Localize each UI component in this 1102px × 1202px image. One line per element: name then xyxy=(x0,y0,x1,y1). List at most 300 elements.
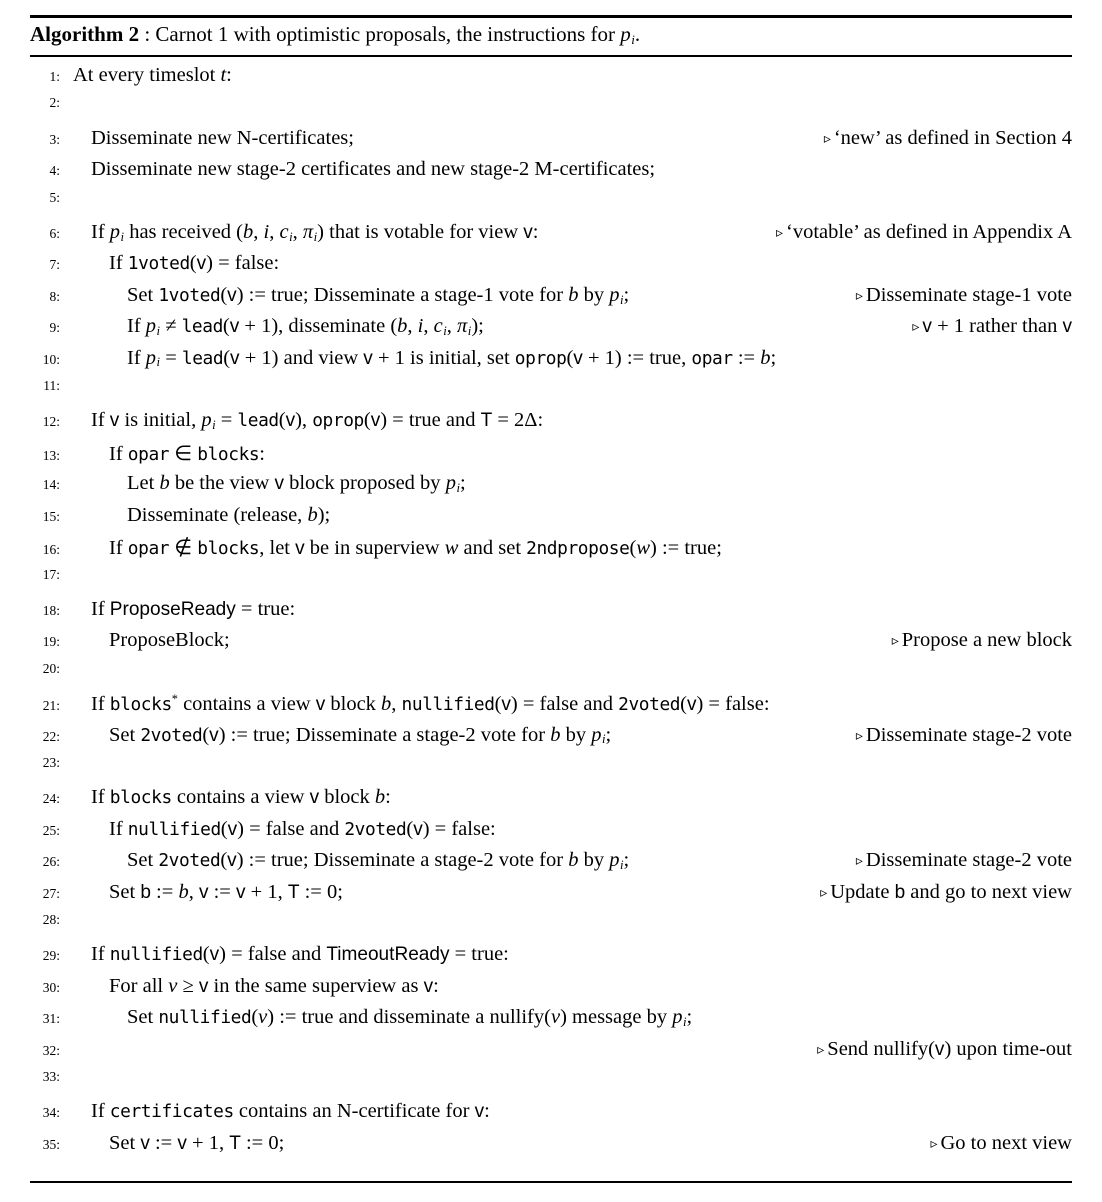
algorithm-line xyxy=(30,127,1072,158)
text-segment: ProposeReady xyxy=(109,598,236,620)
line-number: 12: xyxy=(42,414,60,430)
text-segment: , let xyxy=(259,537,296,560)
line-number: 11: xyxy=(43,378,60,394)
text-segment: contains a view xyxy=(171,786,310,809)
text-segment: p xyxy=(201,409,212,432)
text-segment: + 1) and view xyxy=(239,346,364,369)
text-segment: ∉ xyxy=(169,537,198,560)
text-segment: v xyxy=(229,316,240,338)
text-segment: i xyxy=(263,221,270,244)
text-segment: ) = false: xyxy=(206,252,280,275)
text-segment: ‘votable’ as defined in Appendix A xyxy=(786,221,1072,244)
text-segment: Set xyxy=(109,1131,141,1154)
text-segment: i xyxy=(417,315,424,338)
comment-triangle-icon: ▹ xyxy=(891,634,899,650)
text-segment: T xyxy=(229,1132,241,1154)
text-segment: , xyxy=(423,315,434,338)
line-number: 35: xyxy=(42,1136,60,1152)
text-segment: v xyxy=(227,818,238,840)
text-segment: v xyxy=(109,410,120,432)
line-number: 5: xyxy=(49,189,60,205)
text-segment: b xyxy=(894,881,906,903)
line-number: 30: xyxy=(42,979,60,995)
text-segment: ( xyxy=(406,817,414,840)
text-segment: p xyxy=(445,472,456,495)
text-segment: ) := true and disseminate a nullify( xyxy=(267,1006,551,1029)
comment-triangle-icon: ▹ xyxy=(855,854,863,870)
text-segment: blocks xyxy=(197,538,260,560)
text-segment: For all xyxy=(109,974,169,997)
text-segment: Set xyxy=(109,723,141,746)
algorithm-line xyxy=(30,598,1072,629)
text-segment: v xyxy=(686,693,697,715)
line-number: 14: xyxy=(42,477,60,493)
comment-triangle-icon: ▹ xyxy=(823,131,831,147)
text-segment: blocks xyxy=(197,443,260,465)
text-segment: , xyxy=(292,221,303,244)
line-number: 2: xyxy=(49,95,60,111)
line-code xyxy=(73,347,776,371)
algorithm-line xyxy=(30,975,1072,1006)
algorithm-line xyxy=(30,692,1072,723)
line-code xyxy=(73,284,629,308)
line-comment xyxy=(805,1038,1072,1061)
text-segment: Disseminate (release, xyxy=(127,503,308,526)
algorithm-line xyxy=(30,378,1072,409)
algorithm-line xyxy=(30,284,1072,315)
algorithm-line xyxy=(30,724,1072,755)
line-number: 18: xyxy=(42,602,60,618)
text-segment: block proposed by xyxy=(283,472,446,495)
caption-separator-rule xyxy=(30,55,1072,57)
text-segment: := xyxy=(208,880,236,903)
algorithm-line xyxy=(30,535,1072,566)
text-segment: b xyxy=(374,786,386,809)
line-code xyxy=(73,64,232,87)
text-segment: opar xyxy=(691,347,733,369)
algorithm-line xyxy=(30,441,1072,472)
text-segment: v xyxy=(209,944,220,966)
line-code xyxy=(73,786,391,809)
text-segment: ; xyxy=(623,283,630,306)
text-segment: i xyxy=(619,292,624,307)
text-segment: v xyxy=(258,1006,268,1029)
algorithm-line xyxy=(30,755,1072,786)
text-segment: ( xyxy=(220,817,228,840)
text-segment: i xyxy=(156,355,161,370)
text-segment: b xyxy=(568,849,579,872)
text-segment: p xyxy=(109,221,121,244)
line-comment xyxy=(844,724,1072,747)
algorithm-line xyxy=(30,1069,1072,1100)
text-segment: ) = true and xyxy=(380,409,481,432)
text-segment: nullified xyxy=(158,1007,252,1029)
text-segment: v xyxy=(550,1006,561,1029)
line-number: 6: xyxy=(49,226,60,242)
text-segment: contains a view xyxy=(177,692,316,715)
text-segment: Let xyxy=(127,472,160,495)
line-comment xyxy=(844,849,1072,872)
text-segment: ; xyxy=(770,346,777,369)
line-code xyxy=(73,598,295,621)
algorithm-line xyxy=(30,629,1072,660)
algorithm-line xyxy=(30,567,1072,598)
text-segment: v xyxy=(295,538,305,560)
algorithm-line xyxy=(30,315,1072,346)
text-segment: v xyxy=(573,347,583,369)
text-segment: Go to next view xyxy=(940,1131,1072,1154)
text-segment: p xyxy=(672,1006,683,1029)
text-segment: t xyxy=(220,64,227,86)
text-segment: Set xyxy=(109,880,141,903)
text-segment: v xyxy=(363,347,373,369)
line-code xyxy=(73,504,330,527)
text-segment: If xyxy=(109,537,128,560)
line-number: 33: xyxy=(42,1069,60,1084)
line-number: 7: xyxy=(49,257,60,273)
text-segment: ( xyxy=(680,692,687,715)
text-segment: , xyxy=(269,221,280,244)
text-segment: = true: xyxy=(449,943,509,966)
text-segment: b xyxy=(178,880,189,903)
text-segment: c xyxy=(433,315,443,338)
algorithm-line xyxy=(30,347,1072,378)
algorithm-line xyxy=(30,1006,1072,1037)
text-segment: block xyxy=(325,692,382,715)
top-rule xyxy=(30,15,1072,18)
line-code xyxy=(73,158,655,181)
text-segment: ( xyxy=(222,315,230,338)
text-segment: p xyxy=(145,315,157,338)
text-segment: If xyxy=(91,1100,110,1123)
line-number: 13: xyxy=(42,447,60,463)
text-segment: v xyxy=(168,974,178,997)
line-code xyxy=(73,692,770,716)
line-code xyxy=(73,409,543,433)
text-segment: ; xyxy=(686,1006,693,1029)
text-segment: = 2Δ: xyxy=(492,409,544,432)
text-segment: v xyxy=(474,1101,485,1123)
text-segment: opar xyxy=(127,443,170,465)
text-segment: v xyxy=(177,1132,187,1154)
text-segment: ) = false: xyxy=(422,817,496,840)
text-segment: i xyxy=(631,31,635,47)
line-code xyxy=(73,724,611,748)
text-segment: ProposeBlock; xyxy=(109,629,230,652)
comment-triangle-icon: ▹ xyxy=(820,885,828,901)
text-segment: = true: xyxy=(235,597,296,620)
line-comment xyxy=(812,127,1072,150)
text-segment: + 1, xyxy=(186,1131,230,1154)
text-segment: b xyxy=(307,503,318,526)
text-segment: + 1 is initial, set xyxy=(372,346,515,369)
line-number: 17: xyxy=(42,566,60,582)
text-segment: v xyxy=(235,881,246,903)
text-segment: b xyxy=(381,692,392,715)
text-segment: p xyxy=(609,283,620,306)
line-code xyxy=(73,535,722,560)
text-segment: Update xyxy=(830,880,895,903)
text-segment: : xyxy=(484,1100,490,1123)
text-segment: ( xyxy=(202,943,210,966)
line-code xyxy=(73,849,629,873)
text-segment: If xyxy=(91,692,110,715)
text-segment: 1voted xyxy=(127,253,190,275)
text-segment: ( xyxy=(189,252,197,275)
line-comment xyxy=(764,221,1072,244)
text-segment: v xyxy=(227,284,237,306)
line-comment xyxy=(918,1132,1072,1155)
line-number: 29: xyxy=(42,948,60,964)
line-number: 9: xyxy=(49,320,60,336)
text-segment: v xyxy=(140,1132,150,1154)
text-segment: ( xyxy=(566,346,574,369)
text-segment: i xyxy=(682,1014,687,1029)
text-segment: : xyxy=(532,221,539,244)
text-segment: * xyxy=(171,692,178,707)
text-segment: 2voted xyxy=(158,850,221,872)
algorithm-line xyxy=(30,95,1072,126)
text-segment: ( xyxy=(278,409,286,432)
text-segment: := xyxy=(149,1131,178,1154)
text-segment: ) = false and xyxy=(219,943,327,966)
line-code xyxy=(73,1132,284,1155)
text-segment: := xyxy=(732,346,761,369)
text-segment: certificates xyxy=(109,1101,234,1123)
text-segment: v xyxy=(922,316,932,338)
text-segment: p xyxy=(591,723,602,746)
line-number: 27: xyxy=(42,885,60,901)
line-code xyxy=(73,472,466,496)
line-number: 23: xyxy=(42,754,60,770)
line-number: 32: xyxy=(42,1042,60,1058)
text-segment: : xyxy=(259,442,265,465)
text-segment: nullified xyxy=(127,818,221,840)
text-segment: + 1, xyxy=(245,880,288,903)
text-segment: . xyxy=(634,22,641,46)
line-number: 1: xyxy=(49,69,60,84)
text-segment: If xyxy=(109,442,128,465)
line-number: 28: xyxy=(42,911,60,927)
text-segment: i xyxy=(456,481,460,496)
text-segment: v xyxy=(274,473,284,495)
text-segment: , xyxy=(446,315,457,338)
text-segment: contains an N-certificate for xyxy=(233,1100,475,1123)
text-segment: If xyxy=(91,221,110,244)
text-segment: ) that is votable for view xyxy=(317,221,524,244)
text-segment: is initial, xyxy=(119,409,202,432)
text-segment: i xyxy=(212,418,216,433)
line-number: 8: xyxy=(49,288,60,304)
text-segment: i xyxy=(120,229,125,244)
text-segment: oprop xyxy=(514,347,567,369)
line-number: 26: xyxy=(42,854,60,870)
text-segment: : xyxy=(226,64,232,86)
line-code xyxy=(73,818,496,841)
text-segment: 1voted xyxy=(158,284,221,306)
text-segment: Set xyxy=(127,1006,159,1029)
line-code xyxy=(73,975,439,998)
text-segment: ) := true; Disseminate a stage-1 vote for xyxy=(236,283,569,306)
text-segment: := 0; xyxy=(299,880,343,903)
text-segment: i xyxy=(601,732,606,747)
line-number: 3: xyxy=(49,131,60,147)
text-segment: Set xyxy=(127,283,159,306)
text-segment: ( xyxy=(251,1006,259,1029)
line-comment xyxy=(900,315,1072,338)
text-segment: ‘new’ as defined in Section 4 xyxy=(833,126,1072,149)
text-segment: ) = false and xyxy=(510,692,619,715)
text-segment: has received ( xyxy=(124,221,244,244)
text-segment: If xyxy=(109,252,128,275)
algorithm-line xyxy=(30,409,1072,440)
text-segment: ( xyxy=(363,409,371,432)
text-segment: be in superview xyxy=(304,537,445,560)
text-segment: by xyxy=(560,723,592,746)
algorithm-line xyxy=(30,221,1072,252)
text-segment: ) := true; xyxy=(650,537,722,560)
text-segment: b xyxy=(760,346,771,369)
text-segment: T xyxy=(480,410,493,432)
comment-triangle-icon: ▹ xyxy=(855,728,863,744)
line-number: 16: xyxy=(42,542,60,558)
text-segment: v xyxy=(315,693,326,715)
text-segment: b xyxy=(243,221,254,244)
text-segment: v xyxy=(285,410,296,432)
text-segment: = xyxy=(215,409,238,432)
text-segment: w xyxy=(444,537,459,560)
line-code xyxy=(73,1006,692,1030)
text-segment: i xyxy=(443,324,447,339)
text-segment: , xyxy=(391,692,402,715)
line-number: 4: xyxy=(49,163,60,179)
text-segment: ) message by xyxy=(560,1006,673,1029)
line-number: 15: xyxy=(42,508,60,524)
line-number: 25: xyxy=(42,822,60,838)
text-segment: If xyxy=(91,597,110,620)
text-segment: i xyxy=(156,324,161,339)
text-segment: be the view xyxy=(169,472,275,495)
text-segment: v xyxy=(413,818,423,840)
text-segment: in the same superview as xyxy=(208,974,424,997)
text-segment: Disseminate new stage-2 certificates and new stage-2 M-certificates; xyxy=(91,158,656,181)
text-segment: ); xyxy=(471,315,484,338)
text-segment: i xyxy=(313,229,318,244)
text-segment: lead xyxy=(237,410,279,432)
text-segment: lead xyxy=(181,347,224,369)
text-segment: Disseminate stage-2 vote xyxy=(865,849,1072,872)
text-segment: b xyxy=(568,283,579,306)
line-code xyxy=(73,315,484,339)
text-segment: v xyxy=(198,881,209,903)
text-segment: and go to next view xyxy=(905,880,1072,903)
text-segment: ; xyxy=(605,723,612,746)
line-code xyxy=(73,252,279,275)
text-segment: T xyxy=(287,881,300,903)
algorithm-caption xyxy=(30,22,1072,48)
line-comment xyxy=(844,284,1072,307)
text-segment: p xyxy=(620,22,631,46)
text-segment: : xyxy=(433,974,439,997)
text-segment: b xyxy=(397,315,408,338)
text-segment: := 0; xyxy=(240,1131,285,1154)
algorithm-lines xyxy=(30,64,1072,1163)
algorithm-line xyxy=(30,1132,1072,1163)
text-segment: π xyxy=(302,221,314,244)
text-segment: ) := true; Disseminate a stage-2 vote for xyxy=(236,849,569,872)
text-segment: If xyxy=(91,943,110,966)
algorithm-line xyxy=(30,818,1072,849)
text-segment: ; xyxy=(459,472,466,495)
text-segment: v xyxy=(370,410,381,432)
text-segment: ( xyxy=(202,723,210,746)
line-number: 24: xyxy=(42,791,60,807)
text-segment: blocks xyxy=(109,693,172,715)
text-segment: i xyxy=(289,229,293,244)
text-segment: ) = false: xyxy=(696,692,770,715)
text-segment: ) := true; Disseminate a stage-2 vote for xyxy=(218,723,551,746)
text-segment: Disseminate new N-certificates; xyxy=(91,126,354,149)
text-segment: ( xyxy=(494,692,502,715)
text-segment: by xyxy=(578,283,610,306)
text-segment: v xyxy=(198,975,209,997)
text-segment: π xyxy=(457,315,468,338)
algorithm-line xyxy=(30,158,1072,189)
line-code xyxy=(73,441,265,466)
line-comment xyxy=(808,881,1072,904)
algorithm-line xyxy=(30,912,1072,943)
line-code xyxy=(73,629,230,652)
text-segment: If xyxy=(127,346,146,369)
text-segment: blocks xyxy=(109,787,172,809)
text-segment: ) = false and xyxy=(237,817,345,840)
text-segment: oprop xyxy=(312,410,364,432)
text-segment: ), xyxy=(295,409,313,432)
text-segment: 2voted xyxy=(344,818,407,840)
algorithm-line xyxy=(30,943,1072,974)
line-code xyxy=(73,1100,490,1123)
text-segment: v xyxy=(423,975,434,997)
text-segment: = xyxy=(160,346,182,369)
text-segment: v xyxy=(230,347,240,369)
text-segment: ); xyxy=(317,503,331,526)
text-segment: b xyxy=(550,723,561,746)
comment-triangle-icon: ▹ xyxy=(930,1136,938,1152)
text-segment: + 1 rather than xyxy=(931,315,1063,338)
text-segment: ( xyxy=(220,849,228,872)
text-segment: ≠ xyxy=(160,315,182,338)
text-segment: opar xyxy=(127,538,170,560)
line-code xyxy=(73,881,343,904)
comment-triangle-icon: ▹ xyxy=(912,320,920,336)
line-number: 34: xyxy=(42,1105,60,1121)
line-code xyxy=(73,943,509,966)
text-segment: b xyxy=(159,472,170,495)
text-segment: ∈ xyxy=(169,442,198,465)
text-segment: ( xyxy=(629,537,637,560)
text-segment: : Carnot 1 with optimistic proposals, the instructions for xyxy=(139,22,621,46)
algorithm-line xyxy=(30,1100,1072,1131)
text-segment: ≥ xyxy=(177,974,199,997)
line-number: 10: xyxy=(42,351,60,367)
comment-triangle-icon: ▹ xyxy=(855,288,863,304)
text-segment: c xyxy=(279,221,289,244)
text-segment: Propose a new block xyxy=(901,629,1072,652)
algorithm-line xyxy=(30,190,1072,221)
text-segment: ( xyxy=(223,346,231,369)
algorithm-line xyxy=(30,786,1072,817)
text-segment: At every timeslot xyxy=(73,64,221,86)
